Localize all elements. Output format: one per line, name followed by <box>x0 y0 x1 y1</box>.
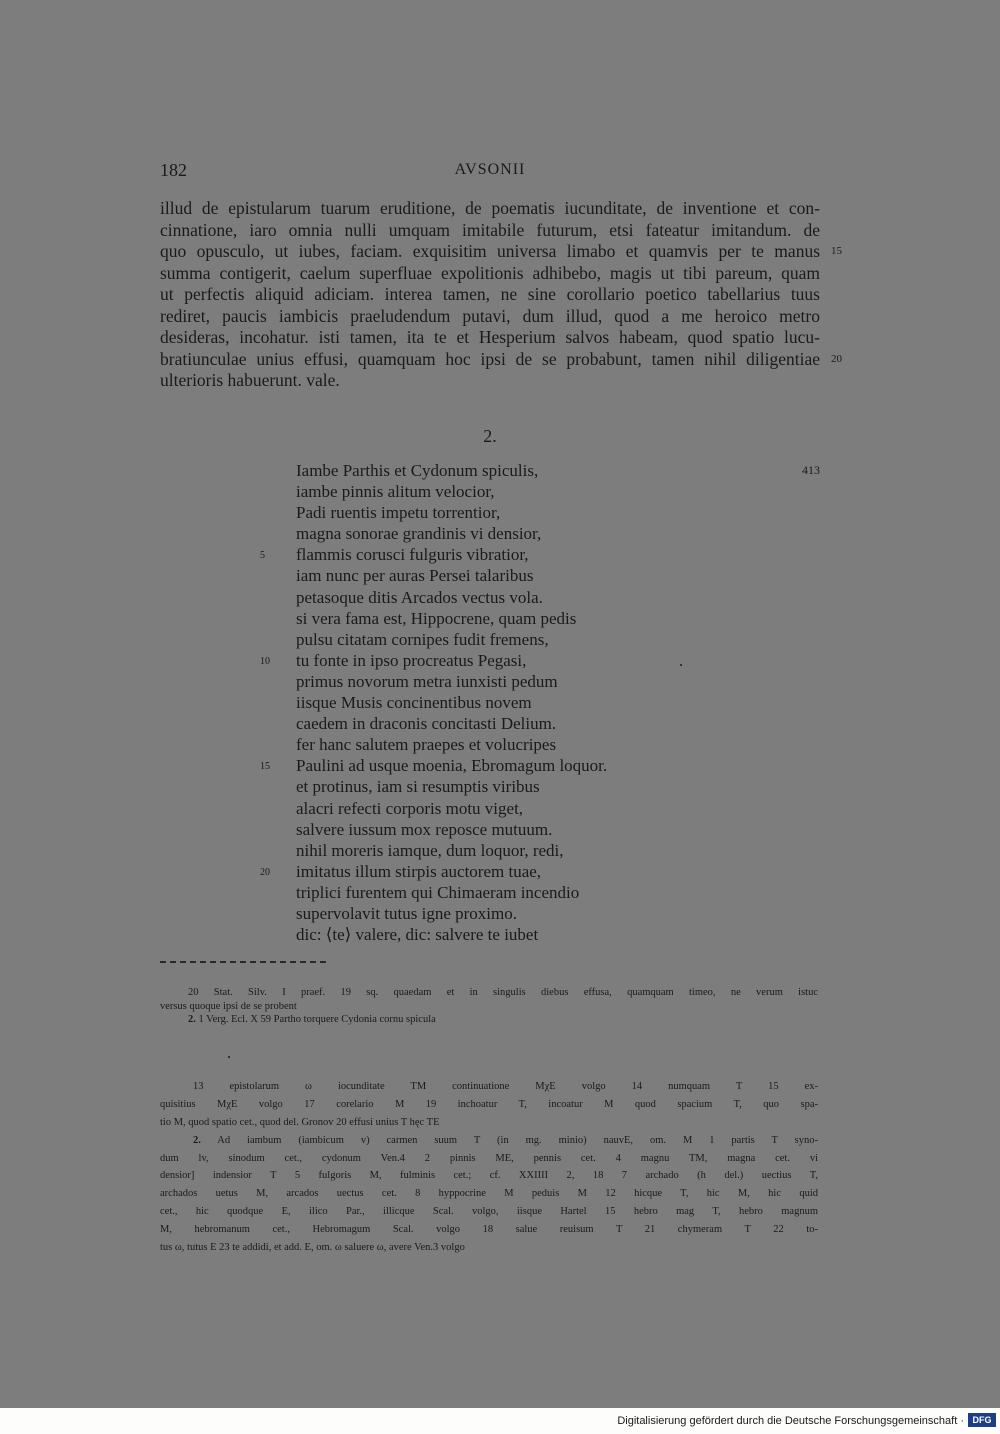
verse-text: caedem in draconis concitasti Delium. <box>296 714 557 734</box>
prose-line-text: bratiunculae unius effusi, quamquam hoc ipsi de se probabunt, tamen nihil diligentiae <box>160 348 820 369</box>
poem-text <box>260 460 820 945</box>
verse-line <box>296 798 820 819</box>
prose-line <box>160 263 820 285</box>
apparatus-text <box>160 1150 818 1168</box>
critical-apparatus <box>160 1078 818 1257</box>
edition-page-ref: 413 <box>802 463 820 477</box>
apparatus-body: M, hebromanum cet., Hebromagum Scal. volgo 18 salue reuisum T 21 chymeram T 22 to- <box>160 1224 818 1236</box>
apparatus-body: cet., hic quodque E, ilico Par., illicque Scal. volgo, iisque Hartel 15 hebro mag T, hebro magnum <box>160 1206 818 1218</box>
verse-line <box>296 460 820 481</box>
section-number: 2. <box>483 426 497 446</box>
digitization-footer <box>0 1408 1000 1434</box>
verse-number: 20 <box>260 866 270 878</box>
prose-line <box>160 198 820 220</box>
line-number: 20 <box>831 352 842 365</box>
verse-text: et protinus, iam si resumptis viribus <box>296 777 540 797</box>
verse-line <box>296 734 820 755</box>
verse-text: imitatus illum stirpis auctorem tuae, <box>296 861 542 881</box>
apparatus-body: tus ω, tutus E 23 te addidi, et add. E, om. ω saluere ω, avere Ven.3 volgo <box>160 1242 465 1254</box>
verse-text: petasoque ditis Arcados vectus vola. <box>296 587 543 607</box>
verse-text: Padi ruentis impetu torrentior, <box>296 503 501 523</box>
apparatus-text <box>193 1132 818 1150</box>
note-line <box>160 1000 818 1014</box>
verse-number: 15 <box>260 761 270 773</box>
verse-text: pulsu citatam cornipes fudit fremens, <box>296 629 549 649</box>
verse-text: dic: ⟨te⟩ valere, dic: salvere te iubet <box>296 925 539 945</box>
running-title: AVSONII <box>454 161 526 178</box>
apparatus-text <box>160 1203 818 1221</box>
source-notes <box>160 986 818 1027</box>
note-body: 1 Verg. Ecl. X 59 Partho torquere Cydonia cornu spicula <box>198 1014 436 1025</box>
verse-line <box>260 861 820 882</box>
verse-text: alacri refecti corporis motu viget, <box>296 798 524 818</box>
page-number: 182 <box>160 160 187 180</box>
verse-number: 5 <box>260 550 265 562</box>
prose-line <box>160 306 820 328</box>
apparatus-line <box>160 1221 818 1239</box>
note-text <box>188 1014 436 1025</box>
verse-line <box>296 882 820 903</box>
footnote-rule <box>160 961 326 965</box>
verse-line <box>296 608 820 629</box>
verse-line <box>296 840 820 861</box>
verse-text: iam nunc per auras Persei talaribus <box>296 566 534 586</box>
apparatus-section-number: 2. <box>193 1134 201 1146</box>
verse-text: iambe pinnis alitum velocior, <box>296 482 495 502</box>
verse-text: magna sonorae grandinis vi densior, <box>296 524 542 544</box>
verse-text: tu fonte in ipso procreatus Pegasi, <box>296 650 527 670</box>
apparatus-line <box>160 1185 818 1203</box>
apparatus-line <box>160 1239 818 1257</box>
prose-line <box>160 348 842 371</box>
verse-line <box>296 713 820 734</box>
verse-line <box>260 650 820 671</box>
prose-line <box>160 284 820 306</box>
page-header <box>160 160 820 184</box>
verse-text: nihil moreris iamque, dum loquor, redi, <box>296 840 564 860</box>
apparatus-text <box>160 1221 818 1239</box>
verse-text: Iambe Parthis et Cydonum spiculis, <box>296 461 539 480</box>
footer-credit: Digitalisierung gefördert durch die Deutsche Forschungsgemeinschaft · <box>617 1415 964 1427</box>
verse-text: Paulini ad usque moenia, Ebromagum loquor. <box>296 756 608 776</box>
apparatus-body: 13 epistolarum ω iocunditate TM continuatione MχE volgo 14 numquam T 15 ex- <box>193 1081 818 1092</box>
prose-line <box>160 241 842 263</box>
verse-text: primus novorum metra iunxisti pedum <box>296 671 558 691</box>
verse-line <box>296 587 820 608</box>
verse-line <box>296 523 820 544</box>
apparatus-line <box>160 1096 818 1114</box>
prose-line-text: ut perfectis aliquid adiciam. interea tamen, ne sine corollario poetico tabellarius tuus <box>160 284 820 304</box>
verse-text: si vera fama est, Hippocrene, quam pedis <box>296 608 577 628</box>
prose-line <box>160 327 820 349</box>
note-section-number: 2. <box>188 1014 196 1025</box>
apparatus-body: tio M, quod spatio cet., quod del. Gronov 20 effusi unius T hęc TE <box>160 1116 440 1128</box>
line-number: 15 <box>831 245 842 257</box>
prose-line-text: illud de epistularum tuarum eruditione, de poematis iucunditate, de inventione et con- <box>160 198 820 218</box>
prose-line-text: summa contigerit, caelum superfluae expolitionis adhibebo, magis ut tibi pareum, quam <box>160 262 820 283</box>
verse-line <box>296 502 820 523</box>
apparatus-text <box>160 1167 818 1185</box>
prose-line-text: cinnatione, iaro omnia nulli umquam imitabile futurum, etsi fateatur imitandum. de <box>160 219 820 240</box>
apparatus-body: densior] indensior T 5 fulgoris M, fulminis cet.; cf. XXIIII 2, 18 7 archado (h del.) uectius T, <box>160 1170 818 1182</box>
verse-line <box>296 671 820 692</box>
verse-line <box>296 481 820 502</box>
apparatus-text <box>160 1239 818 1257</box>
verse-line <box>296 565 820 586</box>
verse-text: triplici furentem qui Chimaeram incendio <box>296 882 580 902</box>
apparatus-line <box>160 1078 818 1096</box>
prose-preface <box>160 198 842 392</box>
verse-text: iisque Musis concinentibus novem <box>296 693 532 713</box>
apparatus-line <box>160 1114 818 1132</box>
prose-line-text: rediret, paucis iambicis praeludendum putavi, dum illud, quod a me heroico metro <box>160 305 820 326</box>
verse-number: 10 <box>260 655 270 667</box>
note-text <box>188 986 818 1000</box>
verse-text: flammis corusci fulguris vibratior, <box>296 545 529 565</box>
dfg-logo: DFG <box>968 1413 996 1427</box>
apparatus-line <box>160 1203 818 1221</box>
verse-line <box>296 924 820 945</box>
verse-text: fer hanc salutem praepes et volucripes <box>296 735 557 755</box>
note-body: versus quoque ipsi de se probent <box>160 1000 297 1012</box>
apparatus-line <box>160 1150 818 1168</box>
apparatus-body: quisitius MχE volgo 17 corelario M 19 inchoatur T, incoatur M quod spacium T, quo spa- <box>160 1098 818 1110</box>
verse-line <box>296 629 820 650</box>
apparatus-body: dum lv, sinodum cet., cydonum Ven.4 2 pinnis ME, pennis cet. 4 magnu TM, magna cet. vi <box>160 1152 818 1164</box>
prose-line-text: desideras, incohatur. isti tamen, ita te et Hesperium salvos habeam, quod spatio lucu- <box>160 327 820 347</box>
apparatus-body: archados uetus M, arcados uectus cet. 8 hyppocrine M peduis M 12 hicque T, hic M, hic quid <box>160 1188 818 1200</box>
apparatus-text <box>160 1114 818 1132</box>
apparatus-text <box>193 1078 818 1096</box>
apparatus-text <box>160 1185 818 1203</box>
verse-line <box>260 544 820 565</box>
prose-line-text: ulterioris habuerunt. vale. <box>160 370 340 390</box>
verse-line <box>296 692 820 713</box>
apparatus-line <box>160 1167 818 1185</box>
print-speck <box>680 664 682 666</box>
apparatus-text <box>160 1096 818 1114</box>
apparatus-line <box>160 1132 818 1150</box>
apparatus-body: Ad iambum (iambicum v) carmen suum T (in mg. minio) nauvE, om. M 1 partis T syno- <box>217 1134 819 1146</box>
verse-text: salvere iussum mox reposce mutuum. <box>296 819 553 839</box>
note-line <box>160 986 818 1000</box>
print-speck <box>228 1056 230 1058</box>
note-body: 20 Stat. Silv. I praef. 19 sq. quaedam et in singulis diebus effusa, quamquam timeo, ne verum istuc <box>188 987 818 998</box>
prose-line <box>160 370 820 392</box>
verse-line <box>296 776 820 797</box>
verse-line <box>260 755 820 776</box>
prose-line-text: quo opusculo, ut iubes, faciam. exquisitim universa limabo et quamvis per te manus <box>160 241 820 261</box>
verse-text: supervolavit tutus igne proximo. <box>296 903 517 923</box>
verse-line <box>296 819 820 840</box>
note-text <box>160 1001 297 1012</box>
note-line <box>160 1013 818 1027</box>
verse-line <box>296 903 820 924</box>
prose-line <box>160 220 820 242</box>
